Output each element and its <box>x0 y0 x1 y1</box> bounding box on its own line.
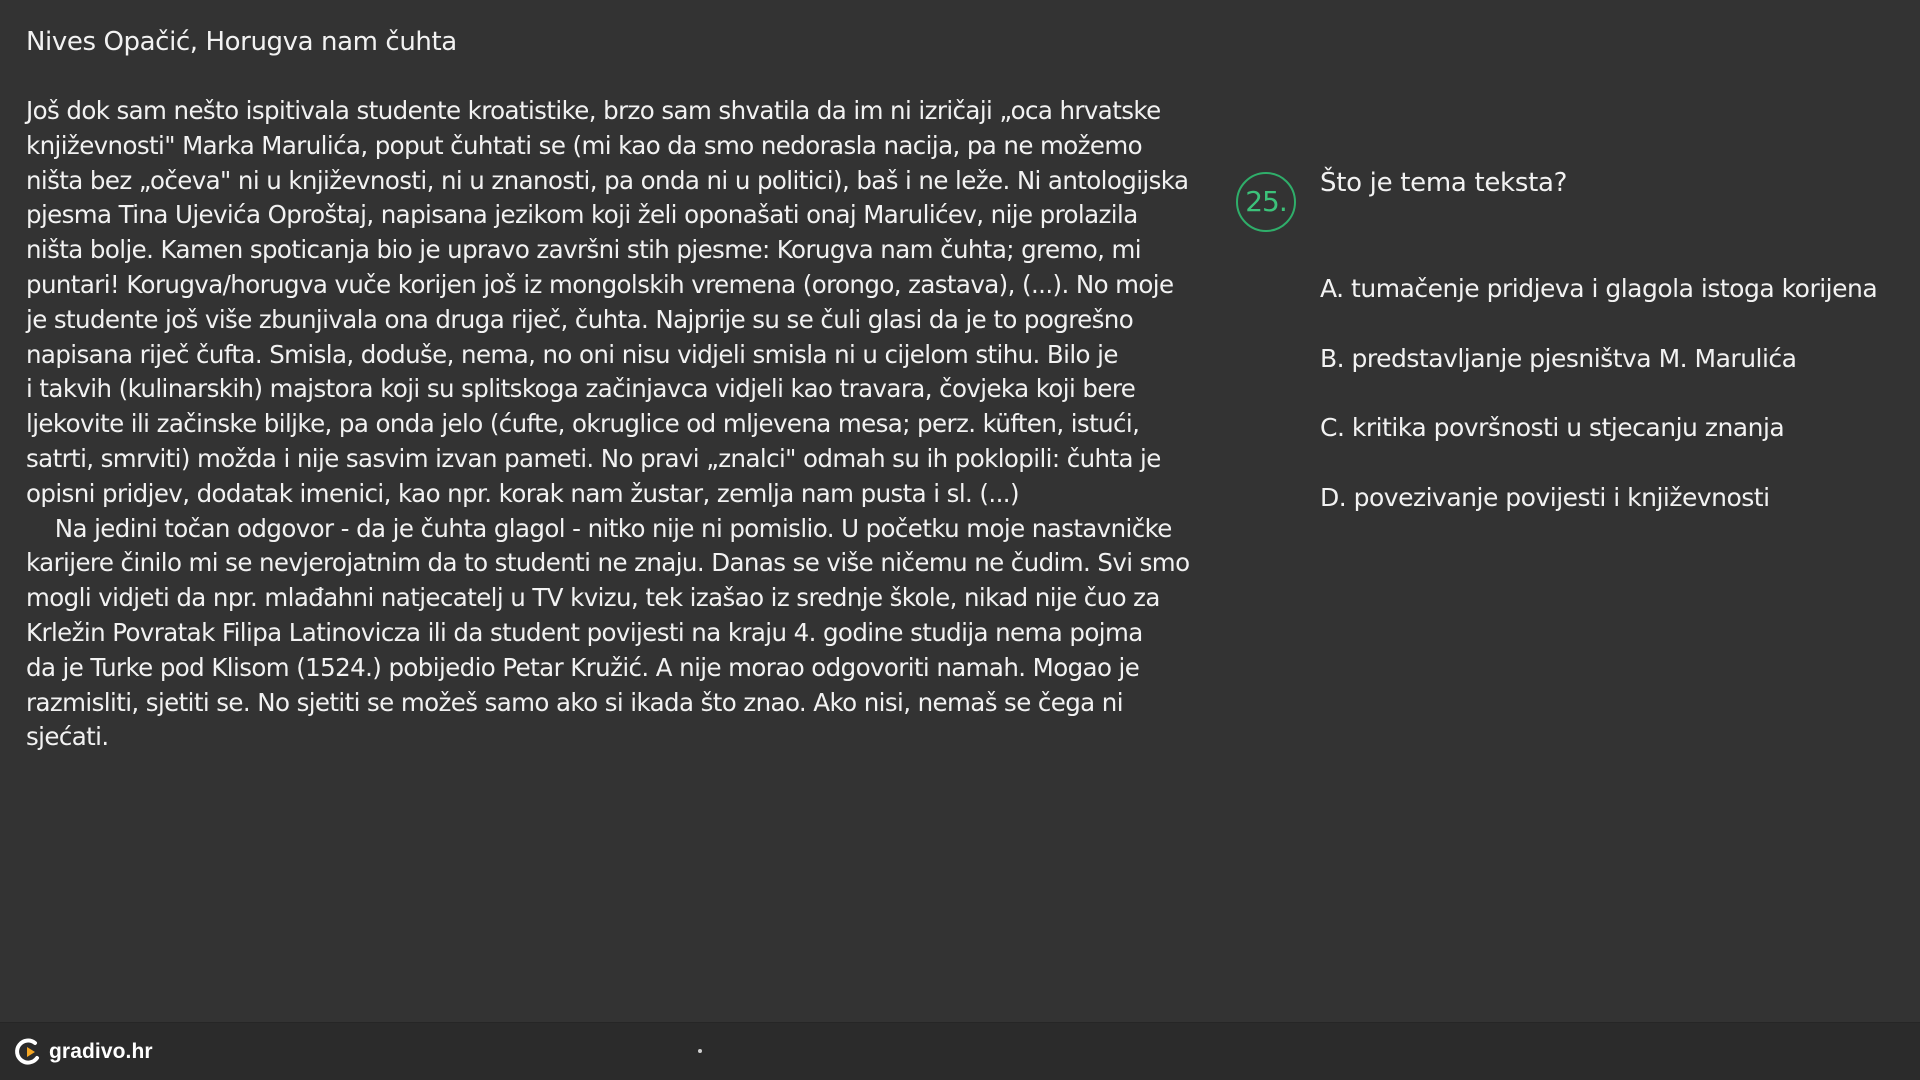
passage-line: da je Turke pod Klisom (1524.) pobijedio Petar Kružić. A nije morao odgovoriti namah. Mogao je <box>26 652 1140 682</box>
passage-line: razmisliti, sjetiti se. No sjetiti se možeš samo ako si ikada što znao. Ako nisi, nemaš se čega ni <box>26 687 1123 717</box>
brand-logo[interactable] <box>13 1035 153 1069</box>
passage-line: napisana riječ čufta. Smisla, doduše, nema, no oni nisu vidjeli smisla ni u cijelom stihu. Bilo je <box>26 339 1118 369</box>
passage-line: Na jedini točan odgovor - da je čuhta glagol - nitko nije ni pomislio. U početku moje nastavničke <box>26 513 1172 543</box>
answer-options <box>1320 271 1877 549</box>
passage-line: je studente još više zbunjivala ona druga riječ, čuhta. Najprije su se čuli glasi da je to pogrešno <box>26 304 1134 334</box>
text-title: Nives Opačić, Horugva nam čuhta <box>26 27 457 57</box>
passage-line: karijere činilo mi se nevjerojatnim da to studenti ne znaju. Danas se više ničemu ne čudim. Svi smo <box>26 548 1190 578</box>
passage-line: Još dok sam nešto ispitivala studente kroatistike, brzo sam shvatila da im ni izričaji „oca hrvatske <box>26 96 1161 125</box>
passage-line: ništa bolje. Kamen spoticanja bio je upravo završni stih pjesme: Korugva nam čuhta; gremo, mi <box>26 235 1141 265</box>
passage-line: sjećati. <box>26 722 109 752</box>
passage-line: mogli vidjeti da npr. mlađahni natjecatelj u TV kvizu, tek izašao iz srednje škole, nikad nije čuo za <box>26 583 1160 613</box>
passage-line: Krležin Povratak Filipa Latinovicza ili da student povijesti na kraju 4. godine studija nema pojma <box>26 617 1143 647</box>
answer-option-b[interactable]: B. predstavljanje pjesništva M. Marulića <box>1320 343 1797 373</box>
passage-line: opisni pridjev, dodatak imenici, kao npr. korak nam žustar, zemlja nam pusta i sl. (...) <box>26 478 1019 508</box>
passage-line: puntari! Korugva/horugva vuče korijen još iz mongolskih vremena (orongo, zastava), (...). No moje <box>26 269 1174 299</box>
passage-line: ništa bez „očeva" ni u književnosti, ni u znanosti, pa onda ni u politici), baš i ne leže. Ni antologijska <box>26 165 1189 195</box>
passage-line: pjesma Tina Ujevića Oproštaj, napisana jezikom koji želi oponašati onaj Marulićev, nije prolazila <box>26 200 1138 230</box>
footer-dot <box>698 1049 702 1053</box>
passage-line: i takvih (kulinarskih) majstora koji su splitskoga začinjavca vidjeli kao travara, čovjeka koji bere <box>26 374 1136 404</box>
passage-line: književnosti" Marka Marulića, poput čuhtati se (mi kao da smo nedorasla nacija, pa ne možemo <box>26 130 1143 160</box>
answer-option-d[interactable]: D. povezivanje povijesti i književnosti <box>1320 482 1770 512</box>
passage-line: satrti, smrviti) možda i nije sasvim izvan pameti. No pravi „znalci" odmah su ih poklopili: čuhta je <box>26 443 1161 473</box>
gradivo-logo-icon <box>13 1037 43 1067</box>
brand-name: gradivo.hr <box>49 1040 153 1063</box>
answer-option-a[interactable]: A. tumačenje pridjeva i glagola istoga korijena <box>1320 274 1878 303</box>
reading-passage <box>26 94 1226 755</box>
footer-bar <box>0 1022 1920 1080</box>
answer-option-c[interactable]: C. kritika površnosti u stjecanju znanja <box>1320 413 1785 442</box>
question-text: Što je tema teksta? <box>1320 168 1568 198</box>
question-number-badge: 25. <box>1236 172 1296 232</box>
passage-line: ljekovite ili začinske biljke, pa onda jelo (ćufte, okruglice od mljevena mesa; perz. küften, istući, <box>26 409 1140 439</box>
